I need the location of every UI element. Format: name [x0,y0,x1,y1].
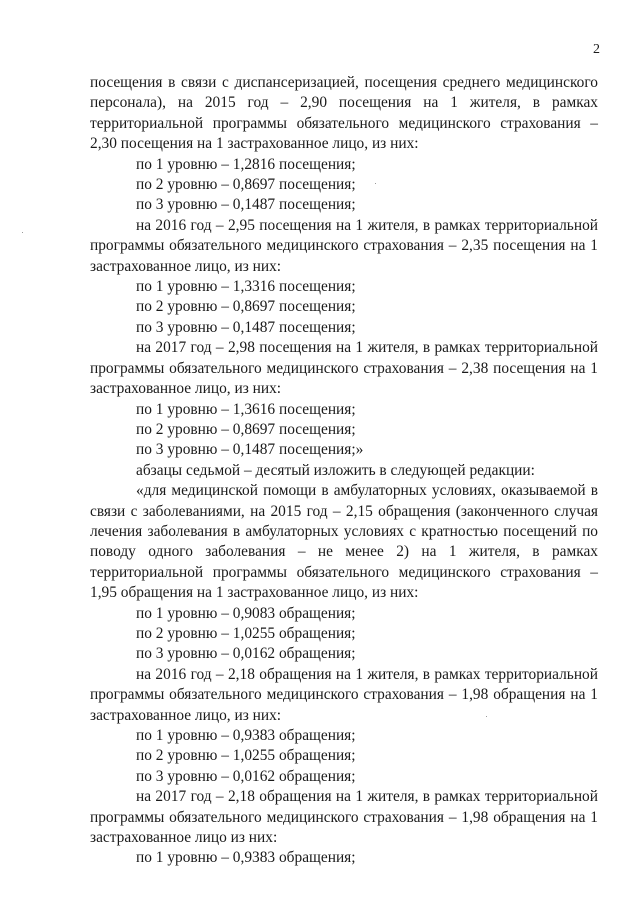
list-item: по 2 уровню – 0,8697 посещения; [136,420,356,438]
list-item: по 1 уровню – 0,9383 обращения; [136,849,356,867]
list-item: по 1 уровню – 0,9383 обращения; [136,727,356,744]
paragraph: посещения в связи с диспансеризацией, посещения среднего медицинского персонала), на 2015 год – 2,90 посещения на 1 жителя, в рамках территориальной программы обязательного медицинского страхования – 2,30 посещения на 1 застрахованное лицо, из них: [90,74,598,153]
document-body [90,73,598,869]
list-item: по 3 уровню – 0,1487 посещения;» [136,441,364,459]
list-item: по 3 уровню – 0,0162 обращения; [136,767,356,785]
page-number: 2 [593,42,600,57]
list-item: по 1 уровню – 1,3616 посещения; [136,400,356,418]
list-item: по 2 уровню – 0,8697 посещения; [136,298,356,316]
scan-speck [22,232,23,233]
list-item: по 1 уровню – 1,3316 посещения; [136,278,356,296]
list-item: по 1 уровню – 1,2816 посещения; [136,155,356,173]
list-item: по 3 уровню – 0,1487 посещения; [136,196,356,214]
list-item: по 2 уровню – 1,0255 обращения; [136,624,356,642]
scan-speck [486,716,487,717]
paragraph: на 2016 год – 2,95 посещения на 1 жителя, в рамках территориальной программы обязательного медицинского страхования – 2,35 посещения на 1 застрахованное лицо, из них: [90,216,598,275]
list-item: по 2 уровню – 0,8697 посещения; [136,176,356,194]
list-item: по 1 уровню – 0,9083 обращения; [136,604,356,622]
list-item: по 3 уровню – 0,1487 посещения; [136,318,356,336]
paragraph: абзацы седьмой – десятый изложить в следующей редакции: [136,461,535,479]
paragraph: «для медицинской помощи в амбулаторных условиях, оказываемой в связи с заболеваниями, на 2015 год – 2,15 обращения (законченного случая лечения заболевания в амбулаторных условиях с кратностью посещений по поводу одного заболевания – не менее 2) на 1 жителя, в рамках территориальной программы обязательного медицинского страхования – 1,95 обращения на 1 застрахованное лицо, из них: [90,482,598,602]
scan-speck [375,183,376,184]
paragraph: на 2016 год – 2,18 обращения на 1 жителя, в рамках территориальной программы обязательного медицинского страхования – 1,98 обращения на 1 застрахованное лицо, из них: [90,665,598,724]
list-item: по 3 уровню – 0,0162 обращения; [136,645,356,663]
list-item: по 2 уровню – 1,0255 обращения; [136,747,356,765]
paragraph: на 2017 год – 2,18 обращения на 1 жителя, в рамках территориальной программы обязательного медицинского страхования – 1,98 обращения на 1 застрахованное лицо из них: [90,788,598,847]
paragraph: на 2017 год – 2,98 посещения на 1 жителя, в рамках территориальной программы обязательного медицинского страхования – 2,38 посещения на 1 застрахованное лицо, из них: [90,339,598,398]
